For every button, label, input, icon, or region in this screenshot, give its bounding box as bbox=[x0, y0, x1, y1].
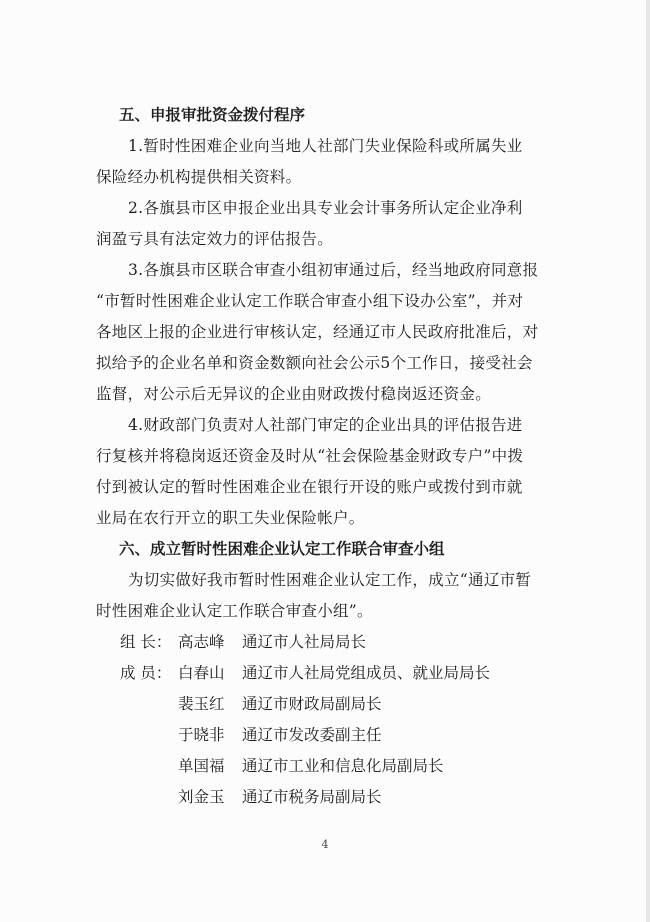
text-line: 3.各旗县市区联合审查小组初审通过后，经当地政府同意报 bbox=[128, 261, 539, 279]
member-name: 高志峰 bbox=[178, 633, 225, 651]
member-row bbox=[96, 751, 572, 782]
text-line: 4.财政部门负责对人社部门审定的企业出具的评估报告进 bbox=[128, 416, 523, 434]
member-name: 单国福 bbox=[178, 757, 225, 775]
text-line: 拟给予的企业名单和资金数额向社会公示5个工作日，接受社会 bbox=[96, 354, 533, 372]
member-title: 通辽市人社局局长 bbox=[242, 633, 367, 651]
member-title: 通辽市税务局副局长 bbox=[242, 788, 382, 806]
section-6-intro bbox=[96, 565, 572, 627]
text-line: 监督，对公示后无异议的企业由财政拨付稳岗返还资金。 bbox=[96, 385, 492, 403]
member-title: 通辽市发改委副主任 bbox=[242, 726, 382, 744]
member-name: 刘金玉 bbox=[178, 788, 225, 806]
member-title: 通辽市人社局党组成员、就业局局长 bbox=[242, 664, 491, 682]
text-line: 为切实做好我市暂时性困难企业认定工作，成立“通辽市暂 bbox=[128, 571, 532, 589]
text-line: 行复核并将稳岗返还资金及时从“社会保险基金财政专户”中拨 bbox=[96, 447, 524, 465]
member-title: 通辽市工业和信息化局副局长 bbox=[242, 757, 444, 775]
member-row bbox=[96, 627, 572, 658]
member-row bbox=[96, 689, 572, 720]
member-name: 白春山 bbox=[178, 664, 225, 682]
member-row bbox=[96, 720, 572, 751]
member-list bbox=[96, 627, 572, 813]
member-title: 通辽市财政局副局长 bbox=[242, 695, 382, 713]
section-5-item-4 bbox=[96, 410, 572, 534]
member-role bbox=[96, 689, 178, 720]
scan-edge bbox=[646, 0, 650, 922]
member-role bbox=[96, 751, 178, 782]
text-line: 时性困难企业认定工作联合审查小组”。 bbox=[96, 602, 373, 620]
text-line: 2.各旗县市区申报企业出具专业会计事务所认定企业净利 bbox=[128, 199, 523, 217]
page-number: 4 bbox=[321, 838, 329, 851]
text-line: 润盈亏具有法定效力的评估报告。 bbox=[96, 230, 334, 248]
member-name: 裴玉红 bbox=[178, 695, 225, 713]
text-line: 付到被认定的暂时性困难企业在银行开设的账户或拨付到市就 bbox=[96, 478, 523, 496]
text-line: 各地区上报的企业进行审核认定，经通辽市人民政府批准后，对 bbox=[96, 323, 539, 341]
member-role bbox=[96, 720, 178, 751]
section-6-heading: 六、成立暂时性困难企业认定工作联合审查小组 bbox=[119, 540, 445, 558]
member-role: 组 长： bbox=[120, 633, 172, 651]
section-5-item-2 bbox=[96, 193, 572, 255]
member-role bbox=[96, 782, 178, 813]
member-row bbox=[96, 782, 572, 813]
text-line: 1.暂时性困难企业向当地人社部门失业保险科或所属失业 bbox=[128, 137, 523, 155]
section-5-heading: 五、申报审批资金拨付程序 bbox=[119, 106, 306, 124]
text-line: 业局在农行开立的职工失业保险帐户。 bbox=[96, 509, 365, 527]
member-name: 于晓非 bbox=[178, 726, 225, 744]
section-5-item-1 bbox=[96, 131, 572, 193]
member-role: 成 员： bbox=[120, 664, 172, 682]
member-row bbox=[96, 658, 572, 689]
section-5-item-3 bbox=[96, 255, 572, 410]
text-line: “市暂时性困难企业认定工作联合审查小组下设办公室”，并对 bbox=[96, 292, 524, 310]
text-line: 保险经办机构提供相关资料。 bbox=[96, 168, 302, 186]
page-content bbox=[96, 100, 572, 813]
